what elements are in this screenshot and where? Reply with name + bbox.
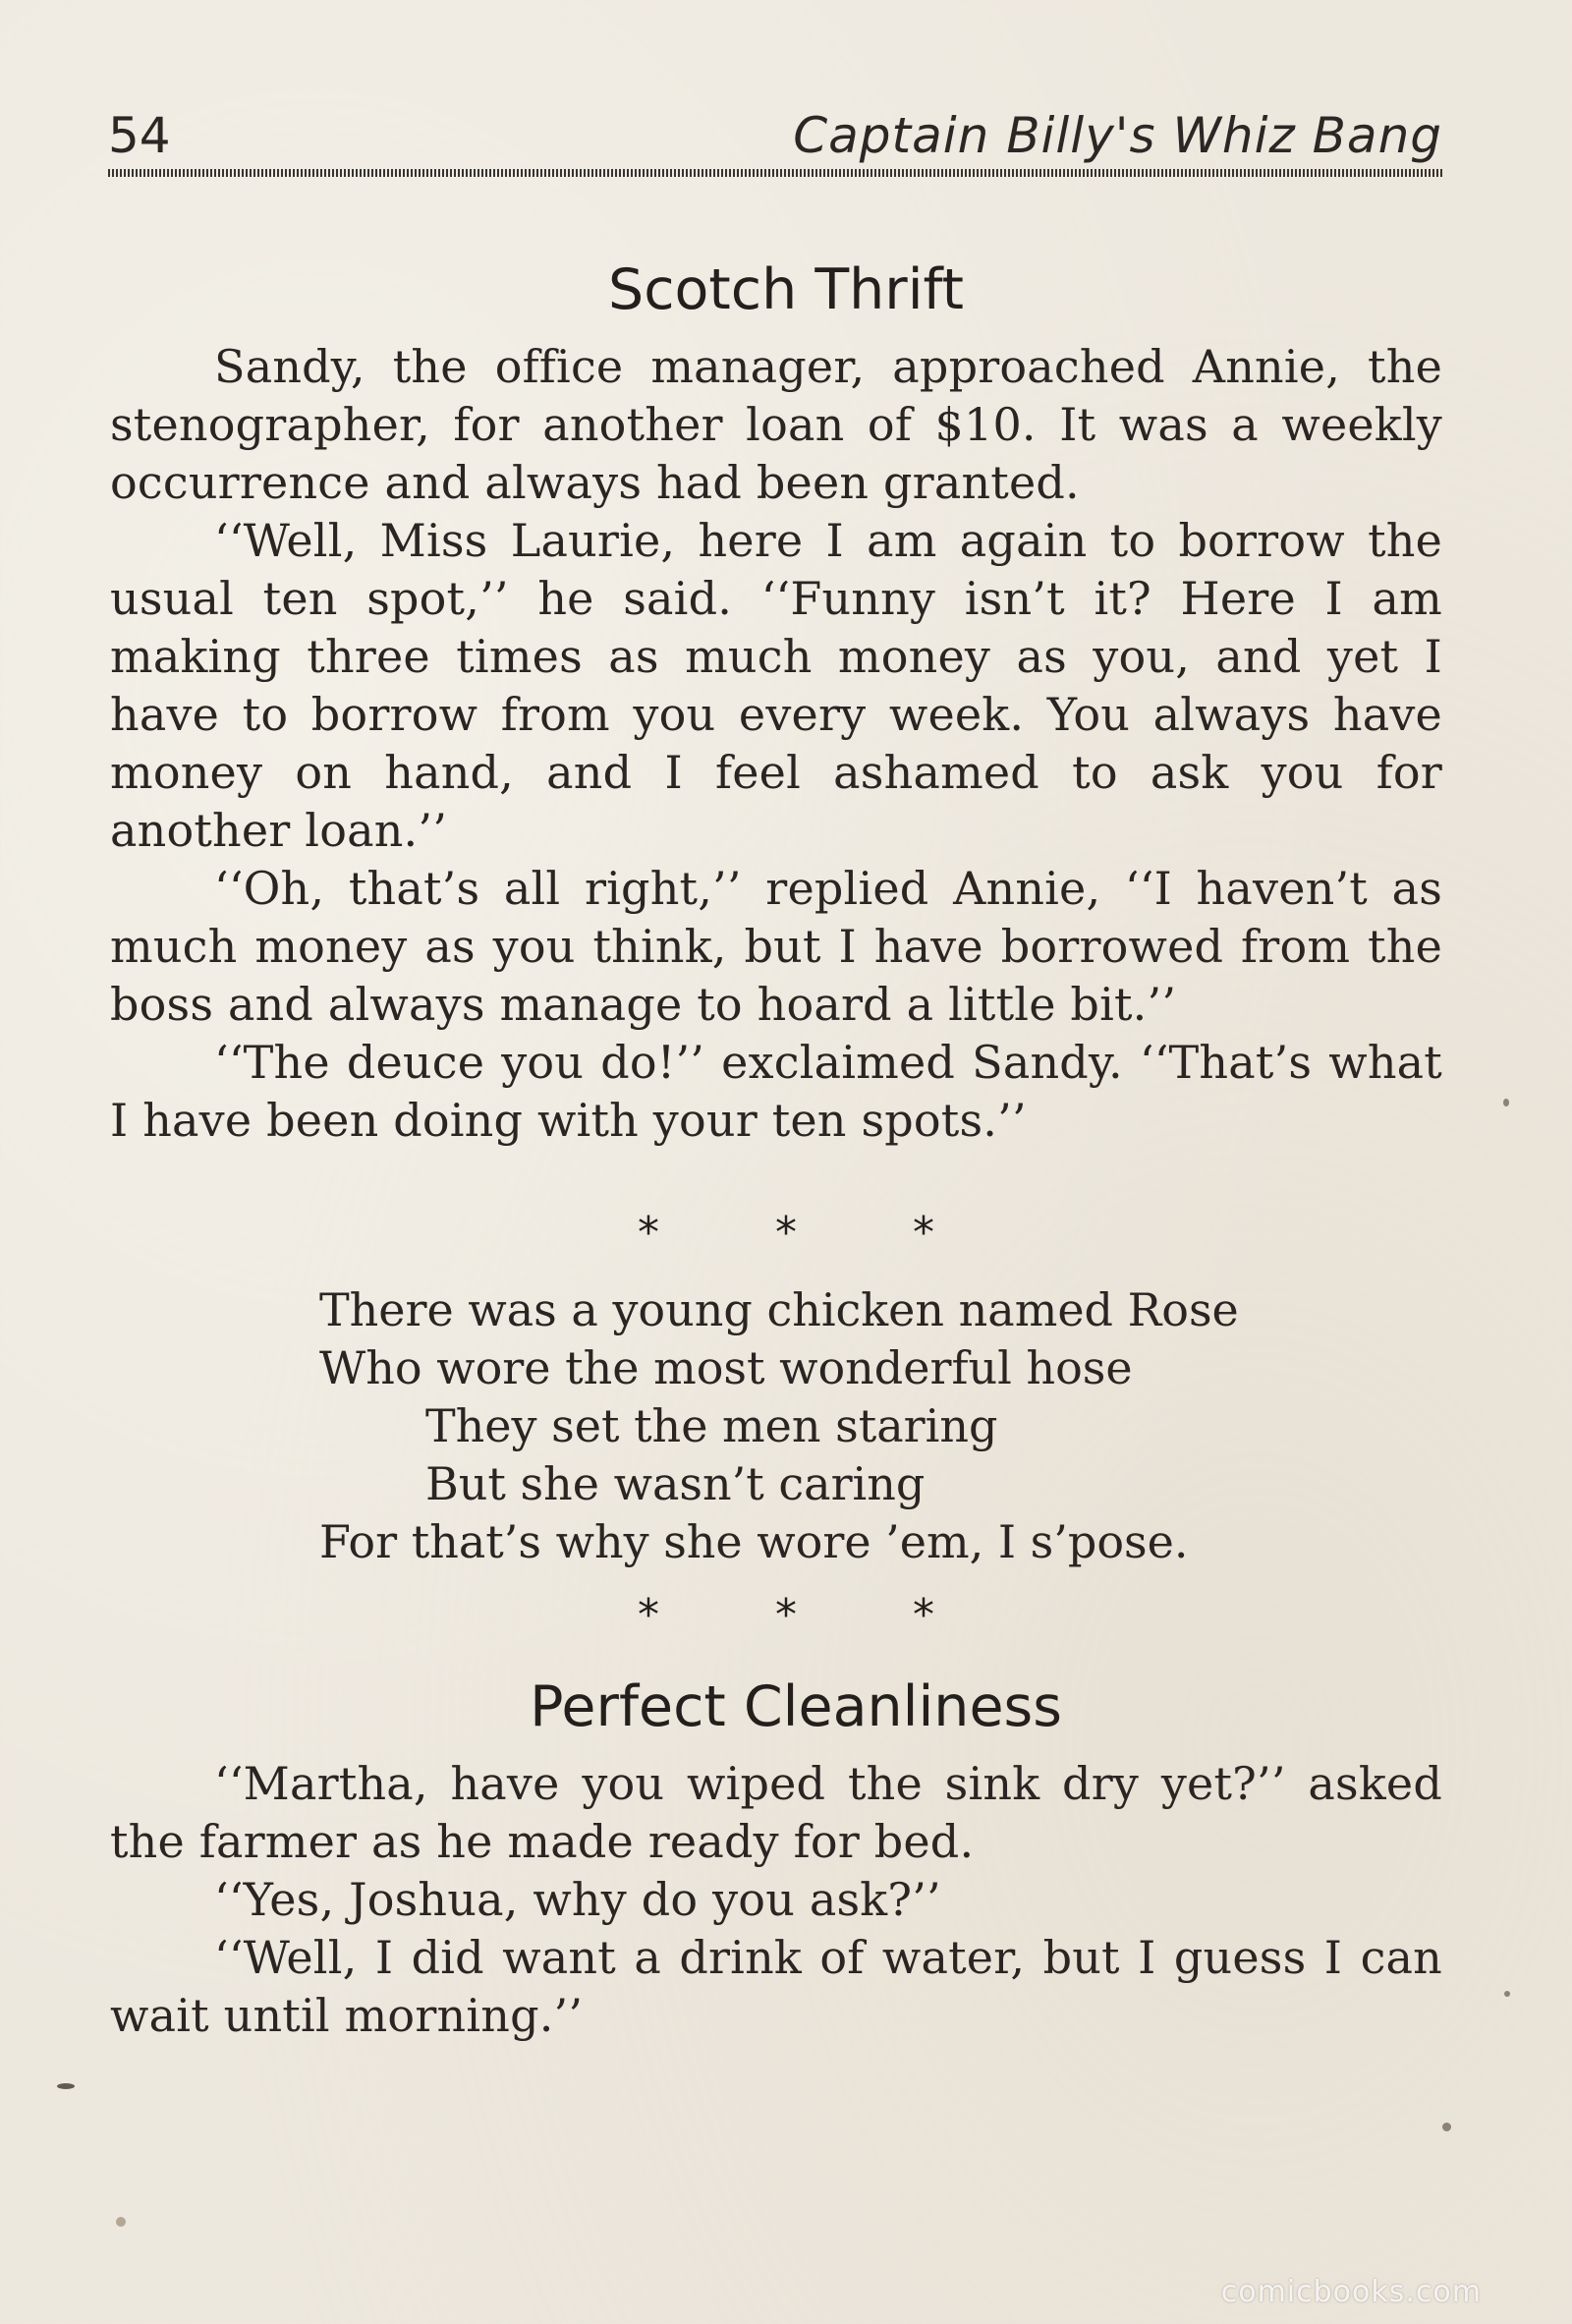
watermark: comicbooks.com <box>1220 2275 1482 2309</box>
asterisk-separator: * * * <box>638 1208 985 1258</box>
page-number: 54 <box>108 107 171 164</box>
paragraph: ‘‘Oh, that’s all right,’’ replied Annie, ‘‘I haven’t as much money as you think, but I have borrowed from the boss and always manage to hoard a little bit.’’ <box>110 862 1442 1031</box>
running-head <box>108 106 1442 167</box>
section-title-perfect-cleanliness: Perfect Cleanliness <box>530 1674 1062 1739</box>
asterisk-separator: * * * <box>638 1590 985 1640</box>
poem-line: There was a young chicken named Rose <box>319 1283 1239 1336</box>
story-scotch-thrift <box>110 338 1442 1150</box>
magazine-title: Captain Billy's Whiz Bang <box>793 107 1442 164</box>
paragraph: ‘‘The deuce you do!’’ exclaimed Sandy. ‘‘That’s what I have been doing with your ten spots.’’ <box>110 1036 1442 1147</box>
paper-speck <box>57 2083 75 2089</box>
poem-line: But she wasn’t caring <box>425 1457 926 1510</box>
story-perfect-cleanliness <box>110 1755 1442 2045</box>
header-rule <box>108 169 1442 177</box>
paper-speck <box>116 2217 126 2227</box>
paragraph: ‘‘Yes, Joshua, why do you ask?’’ <box>214 1873 941 1926</box>
paper-speck <box>1504 1991 1510 1997</box>
poem-line: For that’s why she wore ’em, I s’pose. <box>319 1515 1189 1568</box>
paragraph: ‘‘Well, I did want a drink of water, but I guess I can wait until morning.’’ <box>110 1931 1442 2042</box>
paragraph: Sandy, the office manager, approached Annie, the stenographer, for another loan of $10. It was a weekly occurrence and always had been granted. <box>110 340 1442 509</box>
poem-line: Who wore the most wonderful hose <box>319 1341 1133 1394</box>
paper-speck <box>1442 2123 1451 2131</box>
paragraph: ‘‘Martha, have you wiped the sink dry yet?’’ asked the farmer as he made ready for bed. <box>110 1757 1442 1868</box>
paragraph: ‘‘Well, Miss Laurie, here I am again to borrow the usual ten spot,’’ he said. ‘‘Funny isn’t it? Here I am making three times as much money as you, and yet I have to borrow from you every week. You always have money on hand, and I feel ashamed to ask you for another loan.’’ <box>110 514 1442 857</box>
paper-speck <box>1503 1099 1509 1106</box>
section-title-scotch-thrift: Scotch Thrift <box>608 257 964 322</box>
limerick-poem <box>319 1281 1400 1571</box>
poem-line: They set the men staring <box>425 1399 998 1452</box>
